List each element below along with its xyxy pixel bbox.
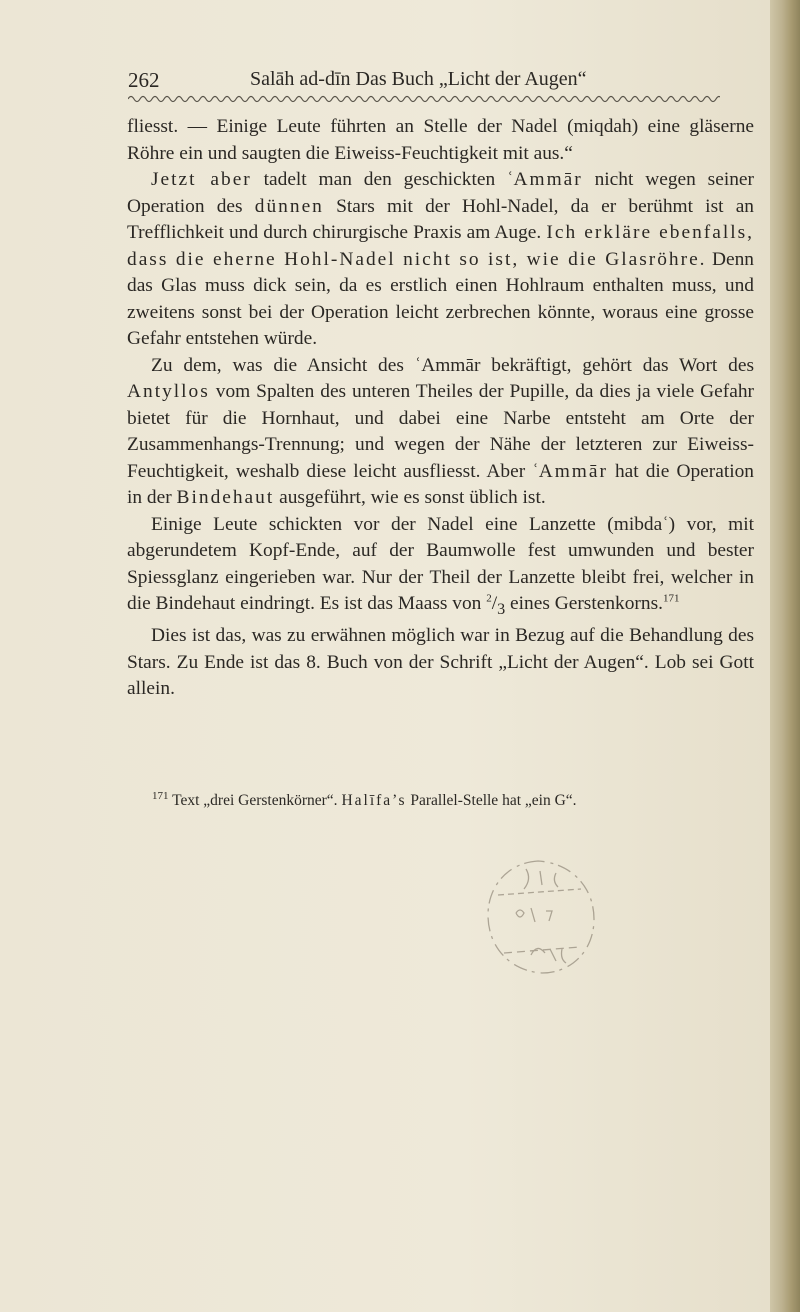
fraction-denominator: 3 <box>497 600 506 618</box>
spaced-text: Bindehaut <box>176 487 275 508</box>
running-title: Salāh ad-dīn Das Buch „Licht der Augen“ <box>250 68 587 90</box>
spaced-name: Ammār <box>513 169 583 190</box>
paragraph-4: Einige Leute schickten vor der Nadel eine Lanzette (mibdaʿ) vor, mit abgerundetem Kopf-Ende, auf der Baumwolle fest umwunden und bester Spiessglanz eingerieben war. Nur der Theil der Lanzette bleibt frei, welcher in die Bindehaut eindringt. Es ist das Maass von $^2/_3$ eines Gerstenkorns.$^{171}$ <box>127 513 754 618</box>
main-text <box>127 114 754 703</box>
text-run: Denn das Glas muss dick sein, da es erstlich einen Hohlraum enthalten muss, und zweitens sonst bei der Operation leicht zerbrechen könnte, woraus eine grosse Gefahr entstehen würde. <box>127 248 754 349</box>
footnote-name: Halīfa’s <box>341 792 407 809</box>
book-spine-edge <box>770 0 800 1312</box>
text-run: vom Spalten des unteren Theiles der Pupille, da dies ja viele Gefahr bietet für die Hornhaut, und dabei eine Narbe entsteht am Orte der Zusammenhangs-Trennung; und wegen der Nähe der letzteren zur Eiweiss-Feuchtigkeit, weshalb diese leicht ausfliesst. Aber ʿ <box>127 381 754 482</box>
text-run: Zu dem, was die Ansicht des ʿAmmār bekräftigt, gehört das Wort des <box>151 354 754 376</box>
text-run: ausgeführt, wie es sonst üblich ist. <box>274 487 546 508</box>
paragraph-3 <box>127 353 754 512</box>
text-run: hat die Operation in der <box>127 460 754 508</box>
text-run: nicht wegen seiner Operation des <box>127 169 754 217</box>
spaced-text: Jetzt aber <box>151 169 252 190</box>
text-run: eines Gerstenkorns. <box>505 593 663 614</box>
footnote-marker: 171 <box>662 592 680 605</box>
footnote <box>152 789 752 810</box>
paragraph-1: fliesst. — Einige Leute führten an Stelle der Nadel (miqdah) eine gläserne Röhre ein und saugten die Eiweiss-Feuchtigkeit mit aus.“ <box>127 116 754 164</box>
running-header <box>128 68 768 96</box>
paragraph-2 <box>127 167 754 353</box>
page-number: 262 <box>128 68 160 92</box>
spaced-text: dünnen <box>254 195 324 217</box>
footnote-text: Text „drei Gerstenkörner“. <box>168 792 342 809</box>
wavy-rule <box>128 93 720 105</box>
text-run: Stars mit der Hohl-Nadel, da er berühmt ist an Trefflichkeit und durch chirurgische Praxis am Auge. <box>127 195 755 243</box>
spaced-text: Ich erkläre ebenfalls, dass die eherne Hohl-Nadel nicht so ist, wie die Glasröhre. <box>127 222 755 270</box>
library-stamp <box>476 853 606 983</box>
spaced-name: Ammār <box>538 460 608 482</box>
footnote-number: 171 <box>152 789 169 802</box>
text-run: Einige Leute schickten vor der Nadel eine Lanzette (mibdaʿ) vor, mit abgerundetem Kopf-Ende, auf der Baumwolle fest umwunden und bester Spiessglanz eingerieben war. Nur der Theil der Lanzette bleibt frei, welcher in die Bindehaut eindringt. Es ist das Maass von <box>127 513 754 614</box>
footnote-text: Parallel-Stelle hat „ein G“. <box>406 792 577 809</box>
text-run: tadelt man den geschickten ʿ <box>251 169 514 190</box>
fraction-numerator: 2 <box>486 592 492 605</box>
paragraph-5: Dies ist das, was zu erwähnen möglich war in Bezug auf die Behandlung des Stars. Zu Ende ist das 8. Buch von der Schrift „Licht der Augen“. Lob sei Gott allein. <box>127 625 754 700</box>
spaced-name: Antyllos <box>127 381 210 402</box>
